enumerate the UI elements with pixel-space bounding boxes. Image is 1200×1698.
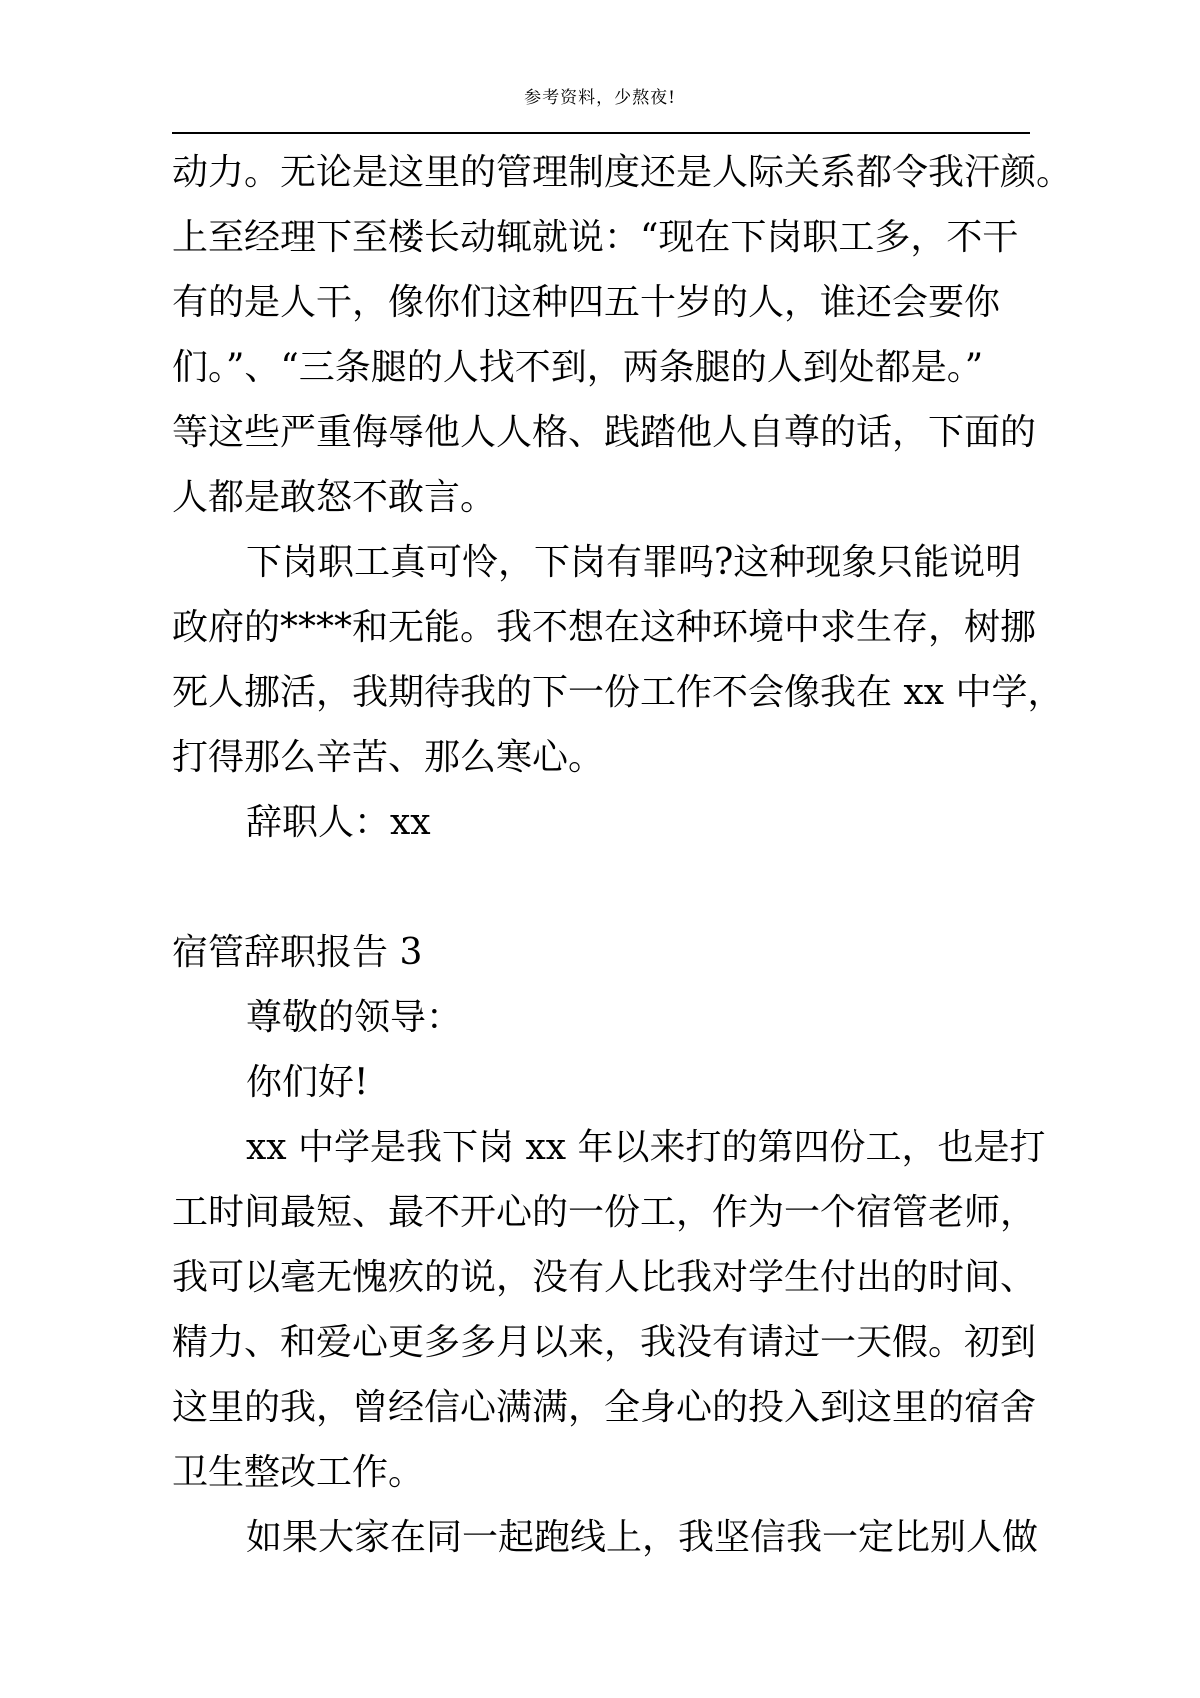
header-divider [172,132,1030,134]
paragraph [172,1115,1046,1505]
greeting [172,1050,1042,1115]
salutation [172,985,1042,1050]
text-line: 上至经理下至楼长动辄就说：“现在下岗职工多，不干 [172,217,1019,258]
text-line: 工时间最短、最不开心的一份工，作为一个宿管老师， [172,1192,1037,1233]
paragraph-continuation [172,140,1073,530]
text-line: 下岗职工真可怜，下岗有罪吗?这种现象只能说明 [246,542,1022,583]
document-body [172,140,1073,1570]
text-line: 这里的我，曾经信心满满，全身心的投入到这里的宿舍 [172,1387,1037,1428]
blank-line [172,855,1042,920]
text-line: 等这些严重侮辱他人人格、践踏他人自尊的话，下面的 [172,412,1037,453]
page-header: 参考资料，少熬夜! [524,88,676,108]
text-line: 政府的****和无能。我不想在这种环境中求生存，树挪 [172,607,1037,648]
text-line: 卫生整改工作。 [172,1452,425,1493]
text-line: 打得那么辛苦、那么寒心。 [172,737,605,778]
greeting-text: 你们好! [246,1062,369,1103]
paragraph [172,530,1064,790]
text-line: 有的是人干，像你们这种四五十岁的人，谁还会要你 [172,282,1001,323]
paragraph [172,1505,1042,1570]
text-line: 我可以毫无愧疚的说，没有人比我对学生付出的时间、 [172,1257,1037,1298]
text-line: 如果大家在同一起跑线上，我坚信我一定比别人做 [246,1517,1039,1558]
salutation-text: 尊敬的领导： [246,997,463,1038]
section-title [172,920,1042,985]
signature-text: 辞职人：xx [246,802,431,843]
signature-line [172,790,1042,855]
text-line: xx 中学是我下岗 xx 年以来打的第四份工，也是打 [246,1127,1046,1168]
text-line: 们。”、“三条腿的人找不到，两条腿的人到处都是。” [172,347,984,388]
text-line: 精力、和爱心更多多月以来，我没有请过一天假。初到 [172,1322,1037,1363]
text-line: 死人挪活，我期待我的下一份工作不会像我在 xx 中学， [172,672,1064,713]
text-line: 人都是敢怒不敢言。 [172,477,497,518]
text-line: 动力。无论是这里的管理制度还是人际关系都令我汗颜。 [172,152,1073,193]
section-title-text: 宿管辞职报告 3 [172,932,423,973]
